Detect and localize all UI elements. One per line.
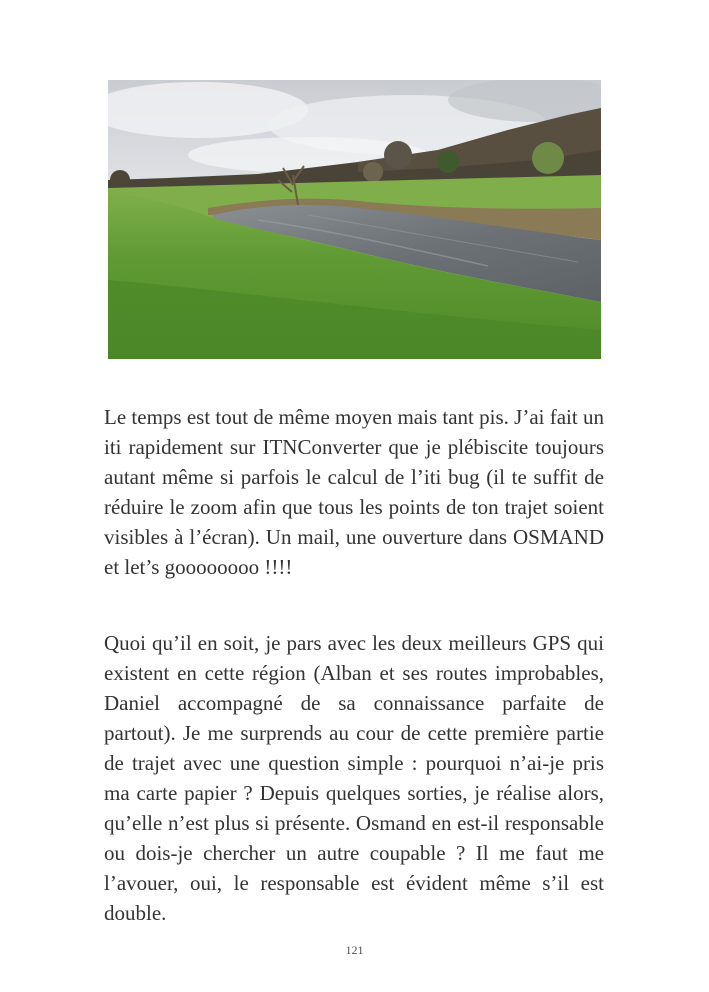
paragraph-1 — [104, 402, 604, 582]
paragraph-2 — [104, 628, 604, 928]
page-number: 121 — [345, 943, 364, 957]
paragraph-1-text: Le temps est tout de même moyen mais tant pis. J’ai fait un iti rapidement sur ITNConverter que je plébiscite toujours autant même si parfois le calcul de l’iti bug (il te suffit de réduire le zoom afin que tous les points de ton trajet soient visibles à l’écran). Un mail, une ouverture dans OSMAND et let’s goooooooo !!!! — [104, 405, 604, 579]
paragraph-2-text: Quoi qu’il en soit, je pars avec les deux meilleurs GPS qui existent en cette région (Alban et ses routes improbables, Daniel accompagné de sa connaissance parfaite de partout). Je me surprends au cour de cette première partie de trajet avec une question simple : pourquoi n’ai-je pris ma carte papier ? Depuis quelques sorties, je réalise alors, qu’elle n’est plus si présente. Osmand en est-il responsable ou dois-je chercher un autre coupable ? Il me faut me l’avouer, oui, le responsable est évident même s’il est double. — [104, 631, 604, 925]
river-landscape-photo — [108, 80, 601, 359]
